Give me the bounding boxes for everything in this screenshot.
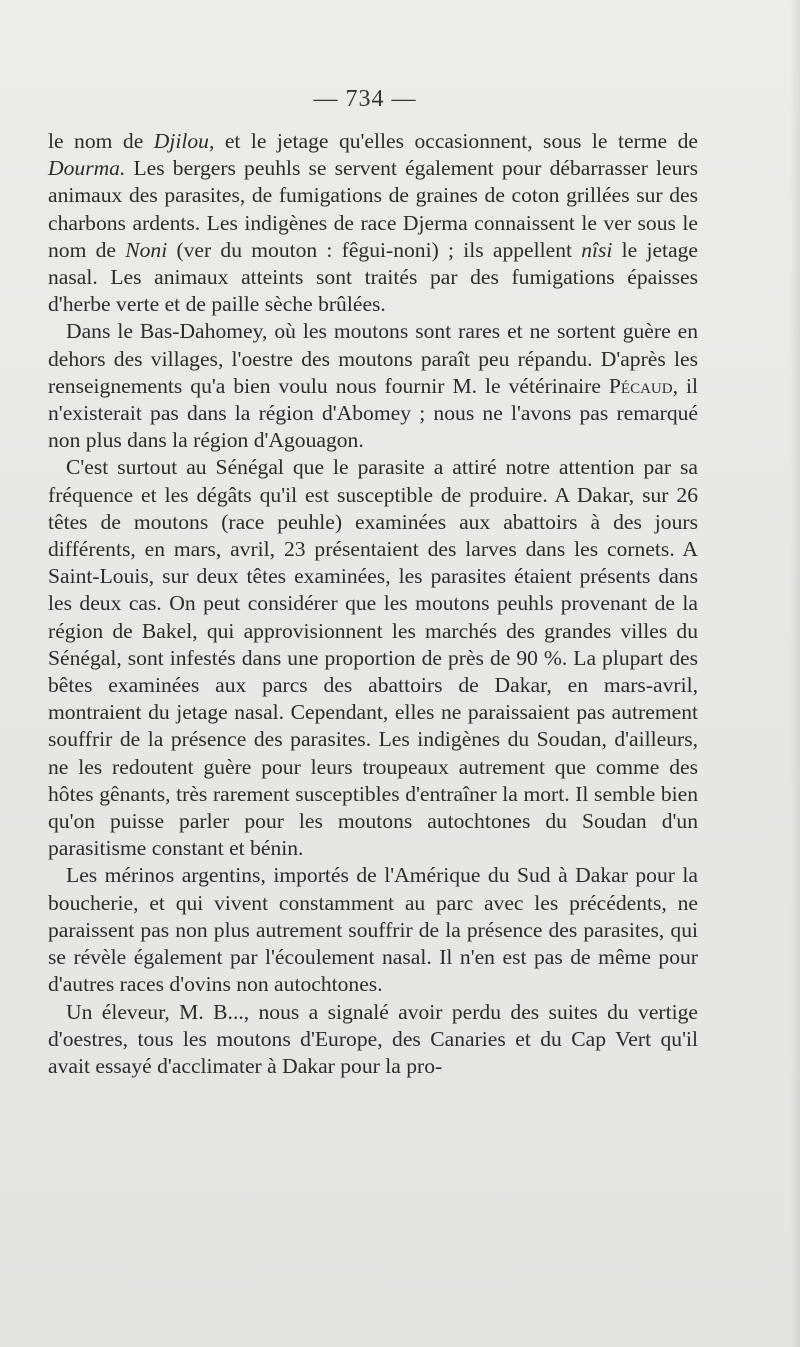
italic-term: Dourma. — [48, 156, 126, 181]
paragraph-merinos — [48, 862, 698, 998]
text-run: C'est surtout au Sénégal que le parasite a attiré notre attention par sa fréquence et les dégâts qu'il est susceptible de produire. A Dakar, sur 26 têtes de moutons (race peuhle) examinées aux abattoirs à des jours différents, en mars, avril, 23 présentaient des larves dans les cornets. A Saint-Louis, sur deux têtes examinées, les parasites étaient présents dans les deux cas. On peut considérer que les moutons peuhls provenant de la région de Bakel, qui approvisionnent les marchés des grandes villes du Sénégal, sont infestés dans une proportion de près de 90 %. La plupart des bêtes examinées aux parcs des abattoirs de Dakar, en mars-avril, montraient du jetage nasal. Cependant, elles ne paraissaient pas autrement souffrir de la présence des parasites. Les indigènes du Soudan, d'ailleurs, ne les redoutent guère pour leurs troupeaux autrement que comme des hôtes gênants, très rarement susceptibles d'entraîner la mort. Il semble bien qu'on puisse parler pour les moutons autochtones du Soudan d'un parasitisme constant et bénin. — [48, 455, 698, 861]
text-run: et le jetage qu'elles occasionnent, sous le terme de — [214, 129, 698, 153]
text-run: le nom de — [48, 129, 154, 153]
italic-term: Djilou, — [153, 129, 215, 153]
text-run: le jetage nasal. Les animaux atteints sont traités par des fumigations épaisses d'herbe verte et de paille sèche brûlées. — [48, 237, 698, 317]
body-text — [48, 128, 698, 1080]
paragraph-eleveur — [48, 999, 698, 1081]
paragraph-bas-dahomey — [48, 318, 698, 454]
page-number: — 734 — — [313, 86, 417, 112]
page-edge-shadow — [790, 0, 800, 1347]
text-run: , il n'existerait pas dans la région d'Abomey ; nous ne l'avons pas remarqué non plus dans la région d'Agouagon. — [48, 373, 698, 453]
paragraph-continuation — [48, 128, 698, 318]
small-caps-name: Pécaud — [608, 373, 673, 398]
italic-term: nîsi — [581, 237, 613, 262]
text-run: Les bergers peuhls se servent également pour débarrasser leurs animaux des parasites, de fumigations de graines de coton grillées sur des charbons ardents. Les indigènes de race Djerma connaissent le ver sous le nom de — [48, 156, 698, 262]
text-run: Dans le Bas-Dahomey, où les moutons sont rares et ne sortent guère en dehors des villages, l'oestre des moutons paraît peu répandu. D'après les renseignements qu'a bien voulu nous fournir M. le vétérinaire — [48, 319, 698, 398]
paragraph-senegal — [48, 454, 698, 862]
text-run: Les mérinos argentins, importés de l'Amérique du Sud à Dakar pour la boucherie, et qui vivent constamment au parc avec les précédents, ne paraissent pas non plus autrement souffrir de la présence des parasites, qui se révèle également par l'écoulement nasal. Il n'en est pas de même pour d'autres races d'ovins non autochtones. — [48, 863, 698, 997]
text-run: (ver du mouton : fêgui-noni) ; ils appellent — [167, 237, 582, 262]
italic-term: Noni — [125, 237, 168, 262]
text-run: Un éleveur, M. B..., nous a signalé avoir perdu des suites du vertige d'oestres, tous les moutons d'Europe, des Canaries et du Cap Vert qu'il avait essayé d'acclimater à Dakar pour la pro- — [48, 999, 698, 1078]
